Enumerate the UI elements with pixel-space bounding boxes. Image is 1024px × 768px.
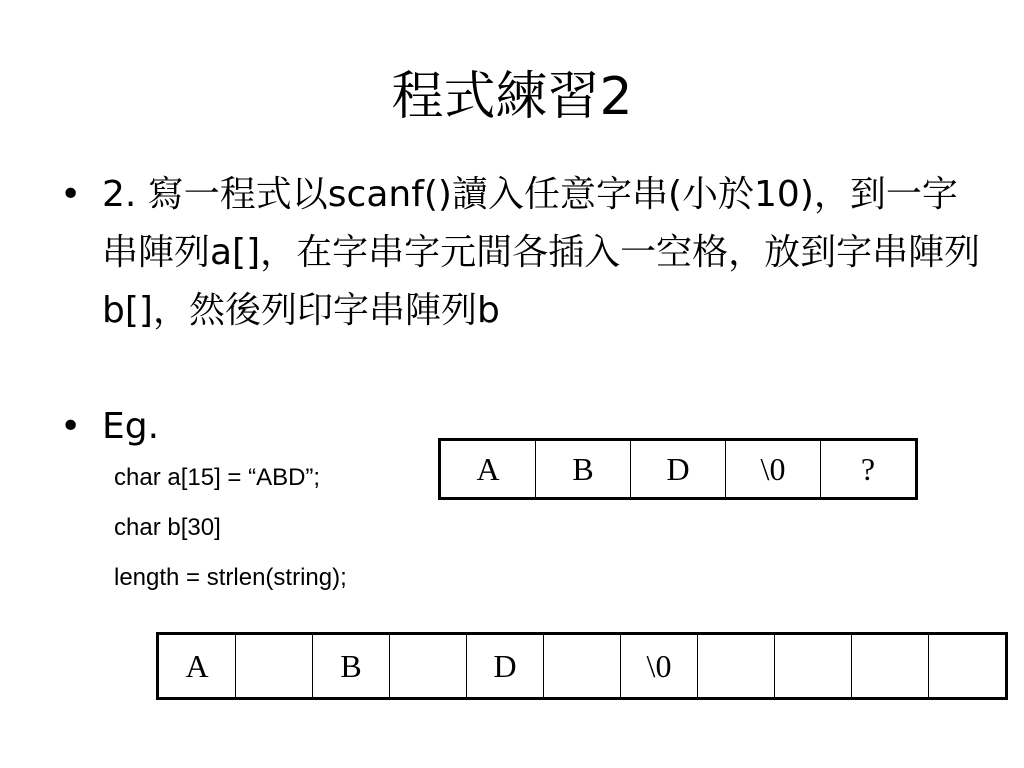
code-line-length: length = strlen(string); <box>114 564 347 591</box>
array-b-cell <box>698 634 775 699</box>
code-line-declare-a: char a[15] = “ABD”; <box>114 464 321 491</box>
array-b-cell <box>390 634 467 699</box>
array-b-cell <box>852 634 929 699</box>
array-a-cell: A <box>440 440 536 499</box>
array-b-cell: A <box>158 634 236 699</box>
array-b-cell <box>544 634 621 699</box>
array-a-row <box>440 440 917 499</box>
array-b-cell <box>929 634 1007 699</box>
array-a-cell: D <box>631 440 726 499</box>
array-a-cell: ? <box>821 440 917 499</box>
code-line-declare-b: char b[30] <box>114 514 221 541</box>
array-a-cell: \0 <box>726 440 821 499</box>
array-b-cell <box>775 634 852 699</box>
array-a-cell: B <box>536 440 631 499</box>
array-b-cell <box>236 634 313 699</box>
array-b-cell: \0 <box>621 634 698 699</box>
array-b-cell: B <box>313 634 390 699</box>
bullet-marker: • <box>60 406 82 447</box>
bullet-marker: • <box>60 174 82 215</box>
array-b-cell: D <box>467 634 544 699</box>
array-a-table <box>438 438 918 500</box>
array-b-row <box>158 634 1007 699</box>
slide-title: 程式練習2 <box>391 67 633 127</box>
bullet-text: 2. 寫一程式以scanf()讀入任意字串(小於10)，到一字串陣列a[]，在字串字元間各插入一空格，放到字串陣列b[]，然後列印字串陣列b <box>102 174 981 331</box>
bullet-text: Eg. <box>102 406 160 447</box>
array-b-table <box>156 632 1008 700</box>
